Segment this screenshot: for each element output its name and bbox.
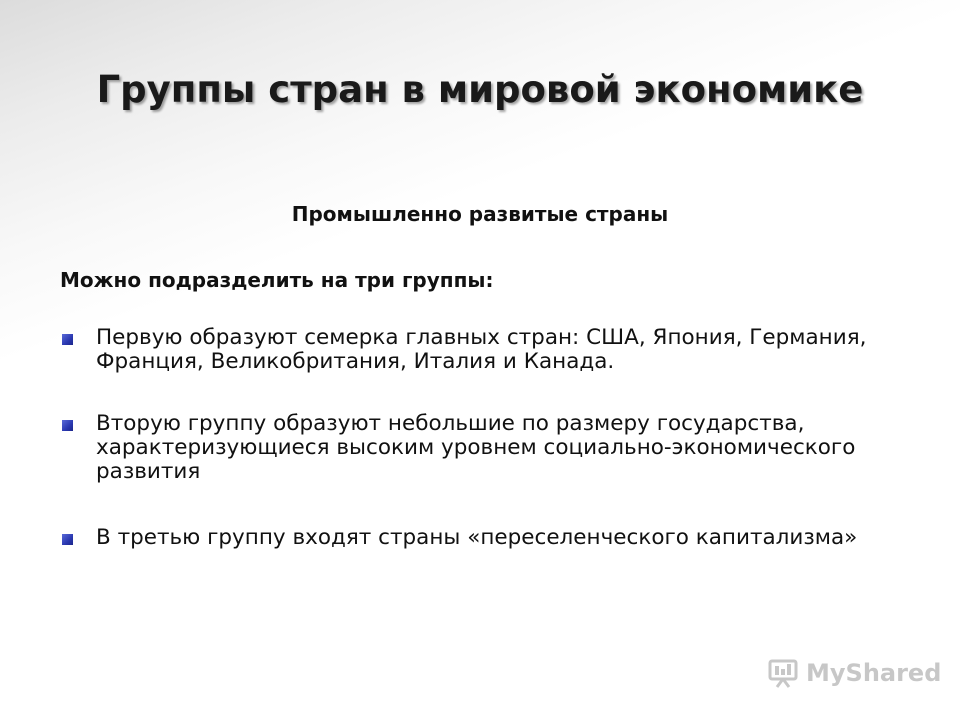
slide-title: Группы стран в мировой экономике [96, 68, 864, 111]
myshared-logo-icon [766, 656, 800, 690]
square-bullet-icon [62, 334, 73, 345]
bullet-item [60, 412, 900, 484]
bullet-item [60, 526, 900, 550]
bullet-text: Первую образуют семерка главных стран: США, Япония, Германия, Франция, Великобритания, Италия и Канада. [96, 325, 867, 374]
bullet-list [60, 326, 900, 588]
square-bullet-icon [62, 534, 73, 545]
bullet-item [60, 326, 900, 374]
bullet-text: Вторую группу образуют небольшие по размеру государства, характеризующиеся высоким уровнем социально-экономического развития [96, 411, 856, 484]
bullet-text: В третью группу входят страны «переселенческого капитализма» [96, 525, 858, 550]
slide-subtitle: Промышленно развитые страны [291, 202, 669, 226]
intro-text: Можно подразделить на три группы: [60, 268, 494, 292]
watermark-text: MyShared [806, 659, 942, 687]
myshared-watermark[interactable] [766, 655, 941, 691]
square-bullet-icon [62, 420, 73, 431]
